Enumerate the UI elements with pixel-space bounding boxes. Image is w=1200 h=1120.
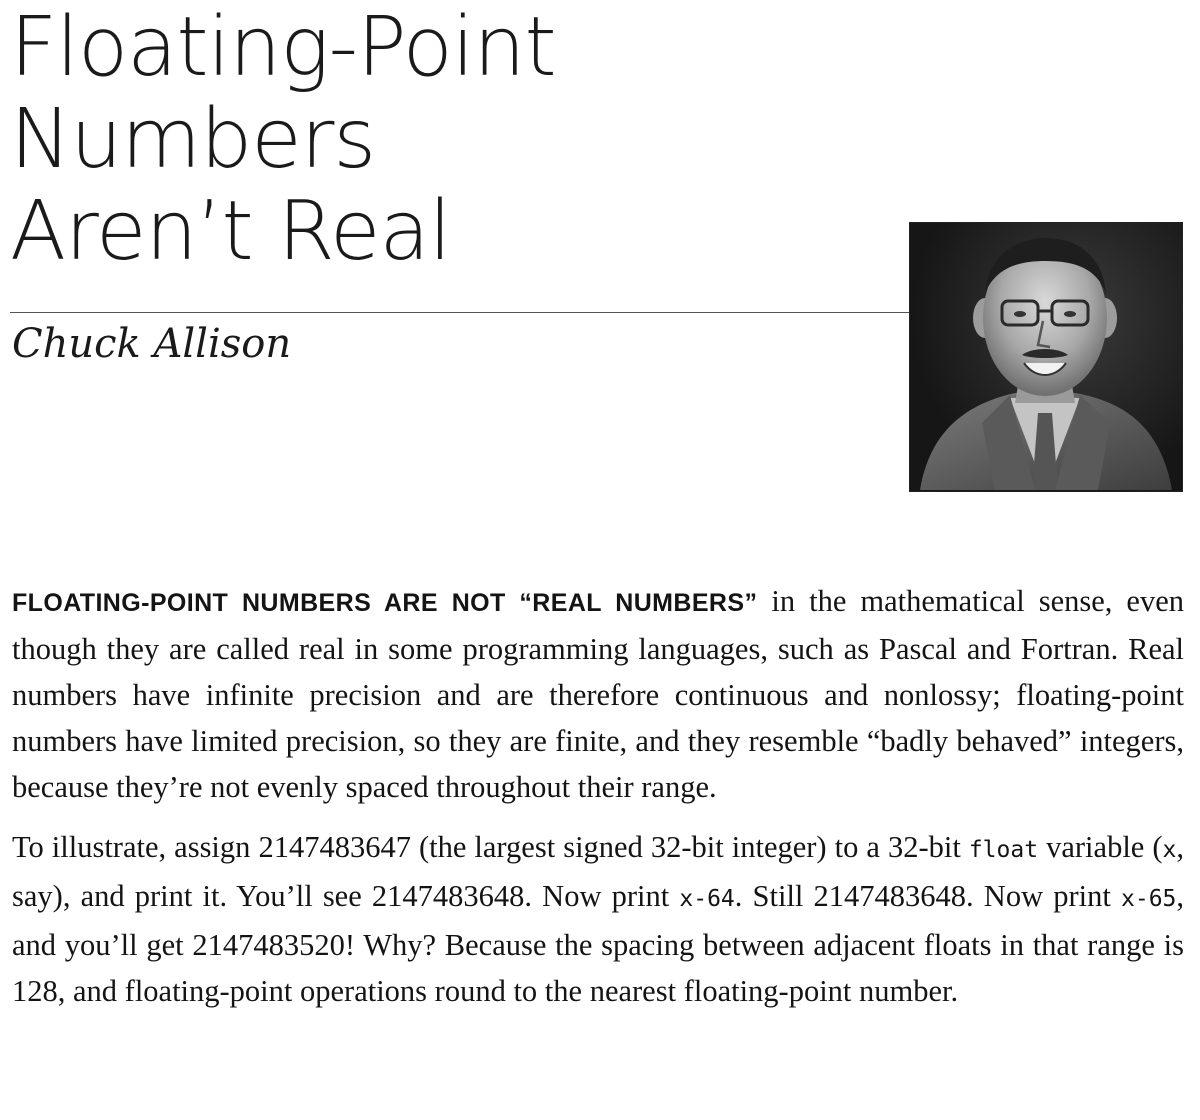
author-photo [909, 222, 1183, 492]
paragraph-2-text-c: , say), and print it. You’ll see 2147483648. Now print [12, 830, 1184, 913]
paragraph-2-text-a: To illustrate, assign 2147483647 (the largest signed 32-bit integer) to a 32-bit [12, 830, 969, 864]
title-line-1: Floating-Point [10, 0, 556, 95]
paragraph-1-text: in the mathematical sense, even though they are called real in some programming languages, such as Pascal and Fortran. Real numbers have infinite precision and are therefore continuous and nonlossy; floating-point numbers have limited precision, so they are finite, and they resemble “badly behaved” integers, because they’re not evenly spaced throughout their range. [12, 584, 1184, 804]
code-float: float [968, 837, 1039, 863]
code-x-minus-65: x-65 [1121, 886, 1177, 912]
code-x: x [1162, 837, 1177, 863]
paragraph-2-text-e: , and you’ll get 2147483520! Why? Because the spacing between adjacent floats in that range is 128, and floating-point operations round to the nearest floating-point number. [12, 879, 1185, 1008]
code-x-minus-64: x-64 [679, 886, 735, 912]
title-line-3: Aren’t Real [10, 184, 451, 279]
article-title [10, 2, 556, 278]
paragraph-2-text-b: variable ( [1038, 830, 1163, 864]
article-body [12, 578, 1184, 1014]
lead-in-caps: FLOATING-POINT NUMBERS ARE NOT “REAL NUMBERS” [12, 589, 758, 617]
title-divider [10, 312, 910, 313]
author-portrait-image [910, 223, 1181, 490]
author-name: Chuck Allison [12, 321, 292, 367]
paragraph-2-text-d: . Still 2147483648. Now print [734, 879, 1121, 913]
paragraph-1 [12, 578, 1184, 810]
paragraph-2 [12, 824, 1184, 1014]
title-line-2: Numbers [10, 92, 376, 187]
